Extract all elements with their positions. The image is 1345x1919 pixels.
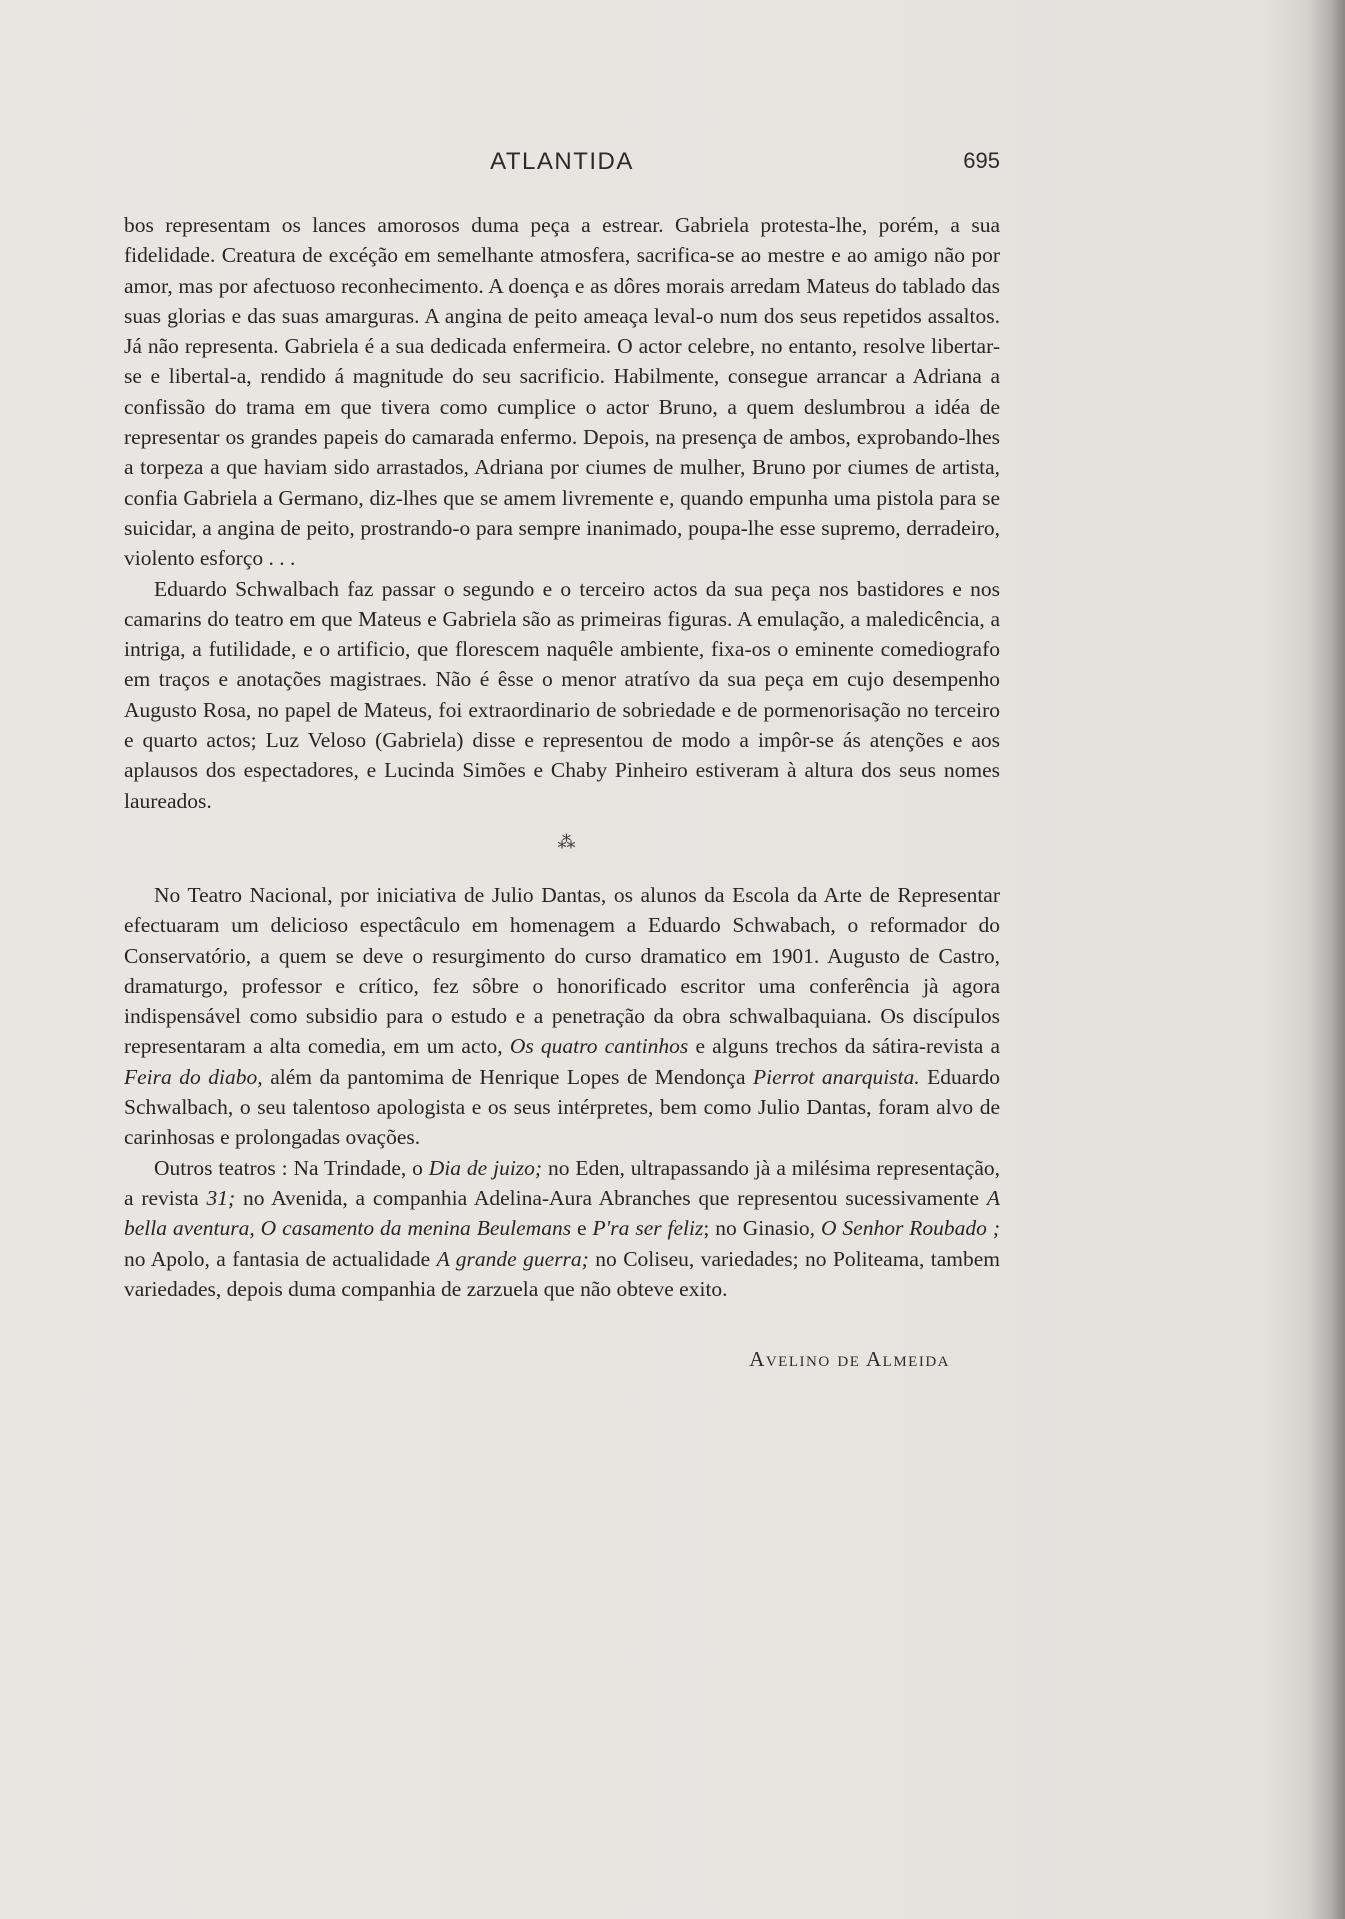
paragraph-4-text-g: no Coliseu, variedades; no Politeama, tambem variedades, depois duma companhia de zarzuela que não obteve exito. — [124, 1246, 1001, 1301]
page-edge-shadow — [1309, 0, 1345, 1919]
paragraph-3-text-a: No Teatro Nacional, por iniciativa de Julio Dantas, os alunos da Escola da Arte de Representar efectuaram um delicioso espectâculo em homenagem a Eduardo Schwabach, o reformador do Conservatório, a quem se deve o resurgimento do curso dramatico em 1901. Augusto de Castro, dramaturgo, professor e crítico, fez sôbre o honorificado escritor uma conferência jà agora indispensável como subsidio para o estudo e a penetração da obra schwalbaquiana. Os discípulos representaram a alta comedia, em um acto, — [124, 882, 1000, 1059]
running-title: ATLANTIDA — [490, 148, 634, 175]
paragraph-3 — [124, 880, 1000, 1153]
paragraph-4-text-b: no Eden, ultrapassando jà a milésima representação, a revista — [124, 1155, 1000, 1210]
paragraph-3-text-d: Eduardo Schwalbach, o seu talentoso apologista e os seus intérpretes, bem como Julio Dantas, foram alvo de carinhosas e prolongadas ovações. — [124, 1064, 1001, 1150]
work-title-a-bella-aventura: A bella aventura, O casamento da menina Beulemans — [124, 1185, 1001, 1241]
paragraph-4-text-e: ; no Ginasio, — [703, 1216, 815, 1241]
work-title-dia-de-juizo: Dia de juizo; — [428, 1155, 543, 1180]
paragraph-3-text-b: e alguns trechos da sátira-revista a — [695, 1034, 1001, 1059]
work-title-feira-do-diabo: Feira do diabo, — [124, 1064, 263, 1089]
page-header — [124, 148, 1000, 178]
paragraph-2: Eduardo Schwalbach faz passar o segundo e o terceiro actos da sua peça nos bastidores e nos camarins do teatro em que Mateus e Gabriela são as primeiras figuras. A emulação, a maledicência, a intriga, a futilidade, e o artificio, que florescem naquêle ambiente, fixa-os o eminente comediografo em traços e anotações magistraes. Não é êsse o menor atratívo da sua peça em cujo desempenho Augusto Rosa, no papel de Mateus, foi extraordinario de sobriedade e de pormenorisação no terceiro e quarto actos; Luz Veloso (Gabriela) disse e representou de modo a impôr-se ás atenções e aos aplausos dos espectadores, e Lucinda Simões e Chaby Pinheiro estiveram à altura dos seus nomes laureados. — [124, 576, 1000, 813]
paragraph-4-text-c: no Avenida, a companhia Adelina-Aura Abranches que representou sucessivamente — [242, 1185, 980, 1210]
work-title-pierrot-anarquista: Pierrot anarquista. — [753, 1064, 920, 1089]
work-title-31: 31; — [206, 1185, 236, 1210]
work-title-os-quatro-cantinhos: Os quatro cantinhos — [509, 1034, 689, 1059]
work-title-a-grande-guerra: A grande guerra; — [436, 1246, 589, 1271]
work-title-o-senhor-roubado: O Senhor Roubado ; — [820, 1216, 1001, 1241]
paragraph-4-text-d: e — [577, 1216, 587, 1241]
paragraph-1: bos representam os lances amorosos duma peça a estrear. Gabriela protesta-lhe, porém, a sua fidelidade. Creatura de excéção em semelhante atmosfera, sacrifica-se ao mestre e ao amigo não por amor, mas por afectuoso reconhecimento. A doença e as dôres morais arredam Mateus do tablado das suas glorias e das suas amarguras. A angina de peito ameaça leval-o num dos seus repetidos assaltos. Já não representa. Gabriela é a sua dedicada enfermeira. O actor celebre, no entanto, resolve libertar-se e libertal-a, rendido á magnitude do seu sacrificio. Habilmente, consegue arrancar a Adriana a confissão do trama em que tivera como cumplice o actor Bruno, a quem deslumbrou a idéa de representar os grandes papeis do camarada enfermo. Depois, na presença de ambos, exprobando-lhes a torpeza a que haviam sido arrastados, Adriana por ciumes de mulher, Bruno por ciumes de artista, confia Gabriela a Germano, diz-lhes que se amem livremente e, quando empunha uma pistola para se suicidar, a angina de peito, prostrando-o para sempre inanimado, poupa-lhe esse supremo, derradeiro, violento esforço . . . — [124, 213, 1000, 571]
author-signature: Avelino de Almeida — [749, 1347, 950, 1372]
work-title-pra-ser-feliz: P'ra ser feliz — [592, 1216, 704, 1241]
paragraph-4-text-a: Outros teatros : Na Trindade, o — [154, 1155, 423, 1180]
paragraph-4-text-f: no Apolo, a fantasia de actualidade — [124, 1246, 431, 1271]
page-number: 695 — [963, 148, 1000, 173]
section-separator-asterism: ⁂ — [557, 831, 577, 852]
paragraph-4 — [124, 1153, 1000, 1304]
article-body — [124, 210, 1000, 1374]
paragraph-3-text-c: além da pantomima de Henrique Lopes de Mendonça — [270, 1064, 746, 1089]
